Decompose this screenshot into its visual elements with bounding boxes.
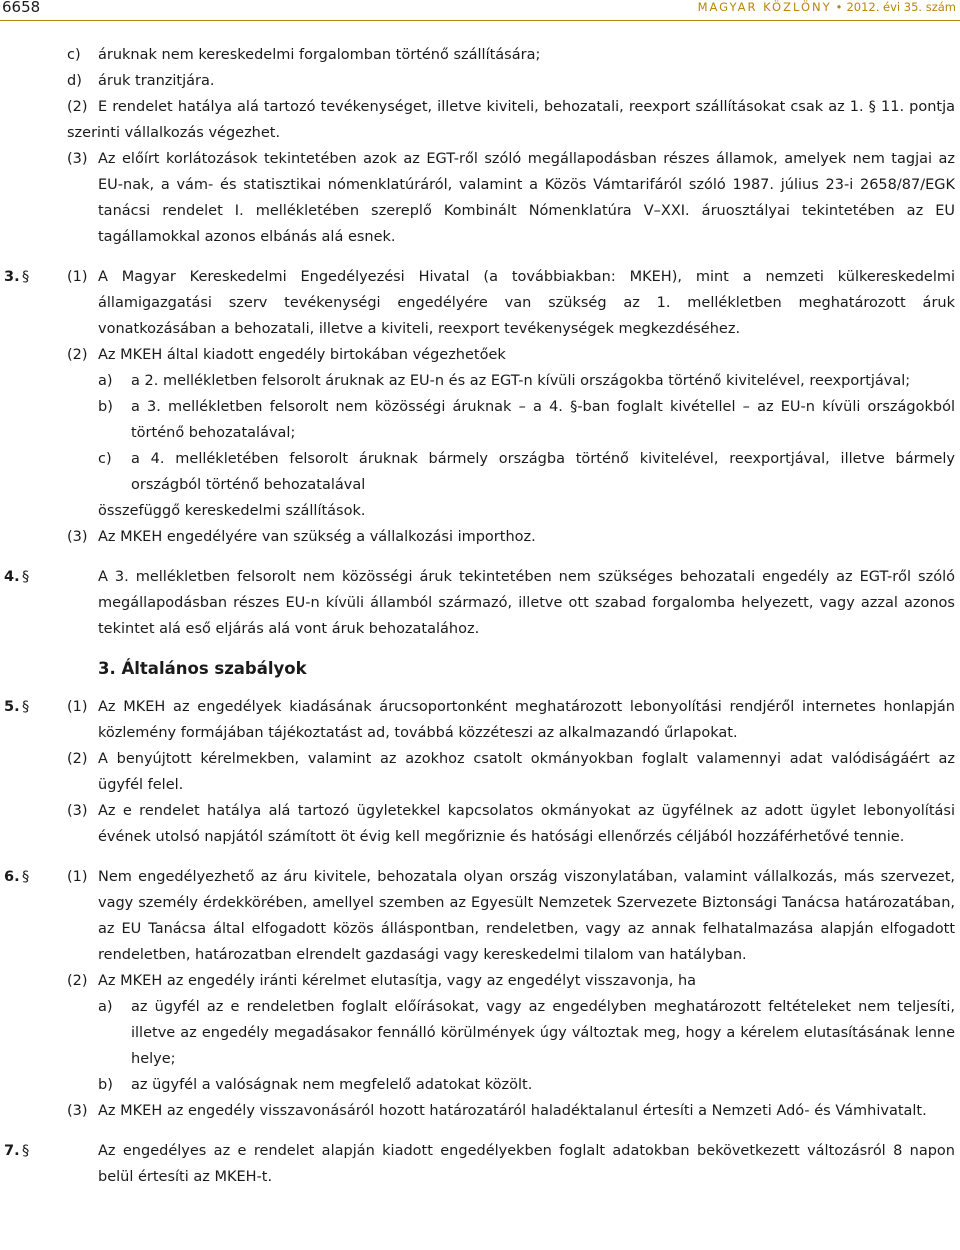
issue-number: 2012. évi 35. szám xyxy=(846,0,956,14)
paragraph-text: A benyújtott kérelmekben, valamint az azokhoz csatolt okmányokban foglalt valamennyi adat valódiságáért az ügyfél felel. xyxy=(98,751,955,793)
paragraph-label: (3) xyxy=(67,529,88,545)
list-text: a 4. mellékletében felsorolt áruknak bármely országba történő kivitelével, reexportjával, illetve bármely országból történő behozatalával xyxy=(131,451,955,493)
list-label: b) xyxy=(98,1077,113,1093)
section-3-paragraph-1 xyxy=(4,264,955,342)
section-sign: § xyxy=(22,869,30,885)
section-5-paragraph-3 xyxy=(67,798,955,850)
paragraph-text: Az MKEH az engedélyek kiadásának árucsoportonként meghatározott lebonyolítási rendjéről internetes honlapján közlemény formájában tájékoztatást ad, továbbá közzéteszi az alkalmazandó űrlapokat. xyxy=(98,699,955,741)
list-label: b) xyxy=(98,399,113,415)
paragraph-text: A Magyar Kereskedelmi Engedélyezési Hivatal (a továbbiakban: MKEH), mint a nemzeti külkereskedelmi államigazgatási szerv tevékenységi engedélyére van szükség az 1. mellékletben meghatározott áruk vonatkozásában a behozatali, illetve a kiviteli, reexport tevékenységek megkezdéséhez. xyxy=(98,269,955,337)
list-item-a xyxy=(98,368,955,394)
paragraph-label: (1) xyxy=(67,699,88,715)
list-text: az ügyfél az e rendeletben foglalt előírásokat, vagy az engedélyben meghatározott feltételeket nem teljesíti, illetve az engedély megadásakor fennálló körülmények úgy változtak meg, hogy a kérelem elutasításának lenne helye; xyxy=(131,999,955,1067)
paragraph-label: (3) xyxy=(67,151,88,167)
section-6-paragraph-3 xyxy=(67,1098,955,1124)
list-item-b xyxy=(98,394,955,446)
paragraph-label: (2) xyxy=(67,347,88,363)
paragraph-label: (1) xyxy=(67,269,88,285)
list-label: c) xyxy=(67,47,81,63)
document-body xyxy=(0,42,960,1190)
header-rule xyxy=(0,20,960,21)
section-number: 3. xyxy=(4,269,20,285)
paragraph-text: Az MKEH az engedély iránti kérelmet elutasítja, vagy az engedélyt visszavonja, ha xyxy=(98,973,697,989)
paragraph-3 xyxy=(67,146,955,250)
paragraph-label: (2) xyxy=(67,99,88,115)
paragraph-text: A 3. mellékletben felsorolt nem közösségi áruk tekintetében nem szükséges behozatali engedély az EGT-ről szóló megállapodásban részes EU-n kívüli államból származó, illetve ott szabad forgalomba helyezett, vagy azzal azonos tekintet alá eső eljárás alá vont áruk behozatalához. xyxy=(98,569,955,637)
list-text: a 2. mellékletben felsorolt áruknak az EU-n és az EGT-n kívüli országokba történő kivitelével, reexportjával; xyxy=(131,373,911,389)
section-6-paragraph-2 xyxy=(67,968,955,994)
section-sign: § xyxy=(22,1143,30,1159)
list-item-b xyxy=(98,1072,955,1098)
paragraph-text: Az előírt korlátozások tekintetében azok az EGT-ről szóló megállapodásban részes államok, amelyek nem tagjai az EU-nak, a vám- és statisztikai nómenklatúráról, valamint a Közös Vámtarifáról szóló 1987. július 23-i 2658/87/EGK tanácsi rendelet I. mellékletében szereplő Kombinált Nómenklatúra V–XXI. áruosztályai tekintetében az EU tagállamokkal azonos elbánás alá esnek. xyxy=(98,151,955,245)
paragraph-text: összefüggő kereskedelmi szállítások. xyxy=(98,503,366,519)
paragraph-text: Az engedélyes az e rendelet alapján kiadott engedélyekben foglalt adatokban bekövetkezett változásról 8 napon belül értesíti az MKEH-t. xyxy=(98,1143,955,1185)
section-sign: § xyxy=(22,699,30,715)
list-text: áruk tranzitjára. xyxy=(98,73,215,89)
list-item-a xyxy=(98,994,955,1072)
list-item-c xyxy=(67,42,960,68)
paragraph-text: Nem engedélyezhető az áru kivitele, behozatala olyan ország viszonylatában, valamint vállalkozás, más szervezet, vagy személy érdekkörében, amellyel szemben az Egyesült Nemzetek Szervezete Biztonsági Tanácsa határozatában, az EU Tanácsa által elfogadott közös álláspontban, rendeletben, vagy az annak felhatalmazása alapján elfogadott rendeletben, határozatban elrendelt gazdasági vagy kereskedelmi tilalom van hatályban. xyxy=(98,869,955,963)
paragraph-label: (1) xyxy=(67,869,88,885)
paragraph-text: Az MKEH engedélyére van szükség a vállalkozási importhoz. xyxy=(98,529,536,545)
section-number: 4. xyxy=(4,569,20,585)
section-number: 5. xyxy=(4,699,20,715)
page-number: 6658 xyxy=(2,0,41,16)
section-number: 6. xyxy=(4,869,20,885)
paragraph-label: (3) xyxy=(67,1103,88,1119)
list-label: a) xyxy=(98,373,113,389)
paragraph-label: (2) xyxy=(67,751,88,767)
section-3-paragraph-2 xyxy=(67,342,955,368)
section-5-paragraph-2 xyxy=(67,746,955,798)
list-text: az ügyfél a valóságnak nem megfelelő adatokat közölt. xyxy=(131,1077,533,1093)
paragraph-2 xyxy=(67,94,955,146)
paragraph-text: Az e rendelet hatálya alá tartozó ügyletekkel kapcsolatos okmányokat az ügyfélnek az adott ügylet lebonyolítási évének utolsó napjától számított öt évig kell megőriznie és hatósági ellenőrzés céljából hozzáférhetővé tennie. xyxy=(98,803,955,845)
journal-title-line xyxy=(698,0,956,14)
list-item-c xyxy=(98,446,955,498)
bullet-separator: • xyxy=(835,0,843,14)
section-7 xyxy=(4,1138,955,1190)
list-text: áruknak nem kereskedelmi forgalomban történő szállítására; xyxy=(98,47,541,63)
section-sign: § xyxy=(22,269,30,285)
list-item-d xyxy=(67,68,960,94)
paragraph-label: (3) xyxy=(67,803,88,819)
list-label: c) xyxy=(98,451,112,467)
closing-text xyxy=(98,498,960,524)
list-label: a) xyxy=(98,999,113,1015)
section-3-paragraph-3 xyxy=(67,524,955,550)
list-text: a 3. mellékletben felsorolt nem közösségi áruknak – a 4. §-ban foglalt kivétellel – az EU-n kívüli országokból történő behozatalával; xyxy=(131,399,955,441)
paragraph-text: Az MKEH az engedély visszavonásáról hozott határozatáról haladéktalanul értesíti a Nemzeti Adó- és Vámhivatalt. xyxy=(98,1103,927,1119)
section-sign: § xyxy=(22,569,30,585)
section-5-paragraph-1 xyxy=(4,694,955,746)
section-4 xyxy=(4,564,955,642)
list-label: d) xyxy=(67,73,82,89)
paragraph-text: E rendelet hatálya alá tartozó tevékenységet, illetve kiviteli, behozatali, reexport szállításokat csak az 1. § 11. pontja szerinti vállalkozás végezhet. xyxy=(67,99,955,141)
section-heading: 3. Általános szabályok xyxy=(98,659,307,678)
section-6-paragraph-1 xyxy=(4,864,955,968)
page-header xyxy=(0,0,960,20)
paragraph-label: (2) xyxy=(67,973,88,989)
section-number: 7. xyxy=(4,1143,20,1159)
paragraph-text: Az MKEH által kiadott engedély birtokában végezhetőek xyxy=(98,347,506,363)
journal-title: MAGYAR KÖZLÖNY xyxy=(697,0,832,14)
